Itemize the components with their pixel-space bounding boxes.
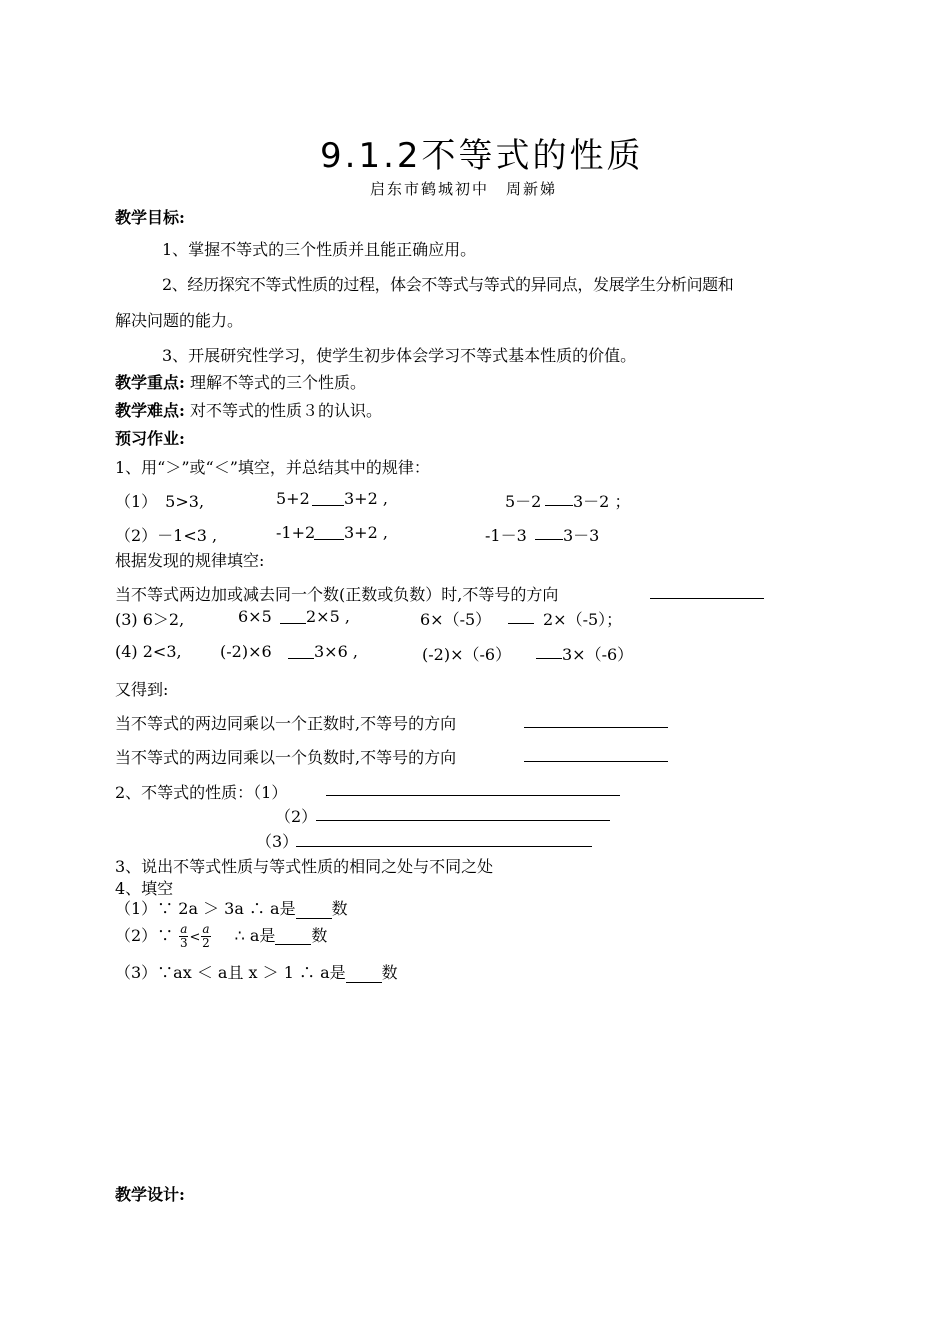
row4-right-expr: 3×6 ,: [314, 642, 358, 661]
property-2-line[interactable]: [316, 820, 610, 821]
difficulty-point: [115, 398, 382, 421]
row3-left-expr-2: 6×（-5）: [420, 610, 492, 629]
fraction-1-numerator: a: [180, 922, 188, 936]
row1-blank-2[interactable]: [545, 489, 573, 506]
key-point-text: 理解不等式的三个性质。: [190, 373, 367, 392]
row4-label: (4) 2<3,: [115, 642, 182, 661]
key-point: [115, 370, 366, 393]
row2-right-expr-2: 3－3: [563, 526, 600, 545]
rule-intro: 根据发现的规律填空:: [115, 551, 265, 570]
goal-2-line2: 解决问题的能力。: [115, 311, 244, 330]
fraction-2-numerator: a: [202, 922, 210, 936]
row4-blank-1[interactable]: [288, 642, 314, 659]
goal-1: 1、掌握不等式的三个性质并且能正确应用。: [162, 240, 477, 259]
fraction-2-denominator: 2: [202, 936, 210, 950]
fill-3: [115, 960, 398, 983]
row3-blank-1[interactable]: [280, 607, 306, 624]
row2-blank-1[interactable]: [314, 523, 344, 540]
fraction-a-over-2: [201, 923, 210, 950]
row4-left-expr: (-2)×6: [220, 642, 272, 661]
design-heading: 教学设计:: [115, 1185, 185, 1204]
fill-1-suffix: 数: [331, 899, 348, 918]
row2-blank-2[interactable]: [535, 523, 563, 540]
page-title: 9.1.2不等式的性质: [320, 136, 644, 176]
row3-right-expr: 2×5 ,: [306, 607, 350, 626]
rule-3: 当不等式的两边同乘以一个负数时,不等号的方向: [115, 748, 457, 767]
row3-label: (3) 6＞2,: [115, 610, 185, 629]
fill-2-therefore: ∴ a是: [234, 926, 276, 945]
row4-right-expr-2: 3×（-6）: [562, 645, 634, 664]
author-line: 启东市鹤城初中 周新娣: [370, 180, 558, 198]
fill-1-text: （1）∵ 2a ＞ 3a ∴ a是: [115, 899, 296, 918]
again-text: 又得到:: [115, 680, 169, 699]
row1-label: （1） 5>3,: [115, 492, 205, 511]
row4-left-expr-2: (-2)×（-6）: [422, 645, 512, 664]
row1-blank-1[interactable]: [312, 489, 344, 506]
goals-heading: 教学目标:: [115, 208, 185, 227]
question-1: 1、用“＞”或“＜”填空，并总结其中的规律：: [115, 458, 430, 477]
property-3-line[interactable]: [296, 846, 592, 847]
row2-left-expr-2: -1－3: [485, 526, 527, 545]
fraction-a-over-3: [179, 923, 188, 950]
fill-3-blank[interactable]: [346, 966, 382, 983]
property-1-line[interactable]: [326, 795, 620, 796]
fill-2: [115, 920, 327, 954]
row3-left-expr: 6×5: [238, 607, 272, 626]
fraction-1-denominator: 3: [180, 936, 188, 950]
row4-blank-2[interactable]: [536, 642, 562, 659]
rule-2: 当不等式的两边同乘以一个正数时,不等号的方向: [115, 714, 457, 733]
row2-label: （2）－1<3 ,: [115, 526, 218, 545]
rule-1-blank[interactable]: [650, 582, 764, 599]
fill-3-text: （3）∵ax ＜ a且 x ＞ 1 ∴ a是: [115, 963, 346, 982]
fill-2-suffix: 数: [311, 926, 328, 945]
difficulty-text: 对不等式的性质３的认识。: [190, 401, 383, 420]
rule-3-blank[interactable]: [524, 745, 668, 762]
row1-left-expr-2: 5－2: [505, 492, 542, 511]
property-3-label: （3）: [256, 832, 299, 851]
row2-left-expr: -1+2: [276, 523, 316, 542]
goal-2-line1: 2、经历探究不等式性质的过程，体会不等式与等式的异同点，发展学生分析问题和: [162, 275, 734, 294]
row1-left-expr: 5+2: [276, 489, 310, 508]
fill-1: [115, 896, 348, 919]
fill-1-blank[interactable]: [296, 902, 332, 919]
preview-heading: 预习作业:: [115, 429, 185, 448]
fill-3-suffix: 数: [381, 963, 398, 982]
key-point-label: 教学重点:: [115, 373, 185, 392]
row1-right-expr: 3+2 ,: [344, 489, 388, 508]
less-than-sign: <: [189, 930, 201, 945]
question-2: 2、不等式的性质：（1）: [115, 783, 288, 802]
fill-2-blank[interactable]: [275, 928, 311, 945]
difficulty-label: 教学难点:: [115, 401, 185, 420]
row1-right-expr-2: 3－2 ；: [573, 492, 631, 511]
question-4: 4、填空: [115, 879, 174, 898]
row3-right-expr-2: 2×（-5）；: [543, 610, 623, 629]
property-2-label: （2）: [275, 807, 318, 826]
fill-2-text: （2）∵: [115, 926, 174, 945]
rule-1: 当不等式两边加或减去同一个数(正数或负数）时,不等号的方向: [115, 585, 559, 604]
rule-2-blank[interactable]: [524, 711, 668, 728]
row2-right-expr: 3+2 ,: [344, 523, 388, 542]
goal-3: 3、开展研究性学习，使学生初步体会学习不等式基本性质的价值。: [162, 346, 637, 365]
row3-blank-2[interactable]: [508, 607, 534, 624]
question-3: 3、说出不等式性质与等式性质的相同之处与不同之处: [115, 857, 494, 876]
